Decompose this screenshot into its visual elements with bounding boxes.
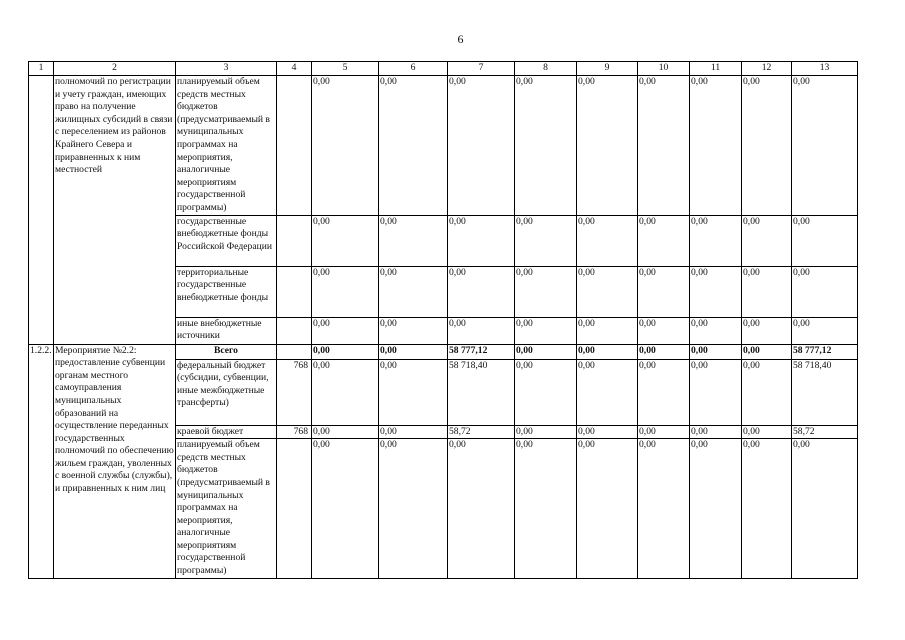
value-cell: 0,00 xyxy=(515,317,577,344)
value-cell: 0,00 xyxy=(742,425,792,439)
page-number: 6 xyxy=(457,32,464,46)
budget-code-cell xyxy=(277,215,312,266)
value-cell: 0,00 xyxy=(379,76,448,216)
budget-code-cell xyxy=(277,76,312,216)
value-cell: 0,00 xyxy=(792,439,858,579)
header-row xyxy=(29,62,858,76)
funding-source-cell: иные внебюджетные источники xyxy=(176,317,277,344)
value-cell: 0,00 xyxy=(577,215,638,266)
value-cell: 0,00 xyxy=(690,344,742,359)
header-cell: 11 xyxy=(690,62,742,76)
budget-table xyxy=(28,61,858,579)
header-cell: 5 xyxy=(312,62,379,76)
value-cell: 0,00 xyxy=(742,317,792,344)
value-cell: 0,00 xyxy=(577,425,638,439)
value-cell: 0,00 xyxy=(792,317,858,344)
value-cell: 0,00 xyxy=(638,266,690,317)
header-cell: 10 xyxy=(638,62,690,76)
value-cell: 0,00 xyxy=(690,359,742,425)
value-cell: 0,00 xyxy=(515,425,577,439)
header-cell: 1 xyxy=(29,62,54,76)
value-cell: 0,00 xyxy=(448,439,515,579)
header-cell: 6 xyxy=(379,62,448,76)
value-cell: 0,00 xyxy=(690,215,742,266)
budget-code-cell xyxy=(277,344,312,359)
value-cell: 0,00 xyxy=(638,425,690,439)
budget-code-cell: 768 xyxy=(277,425,312,439)
header-cell: 8 xyxy=(515,62,577,76)
value-cell: 0,00 xyxy=(312,266,379,317)
header-cell: 4 xyxy=(277,62,312,76)
funding-source-cell: планируемый объем средств местных бюджетов (предусматриваемый в муниципальных программах на мероприятия, аналогичные мероприятиям государственной программы) xyxy=(176,76,277,216)
value-cell: 0,00 xyxy=(312,439,379,579)
value-cell: 0,00 xyxy=(792,266,858,317)
value-cell: 58,72 xyxy=(792,425,858,439)
value-cell: 0,00 xyxy=(690,425,742,439)
value-cell: 0,00 xyxy=(792,76,858,216)
value-cell: 0,00 xyxy=(742,344,792,359)
header-cell: 2 xyxy=(54,62,176,76)
value-cell: 58 718,40 xyxy=(448,359,515,425)
budget-code-cell xyxy=(277,317,312,344)
value-cell: 0,00 xyxy=(515,76,577,216)
value-cell: 0,00 xyxy=(379,266,448,317)
value-cell: 0,00 xyxy=(312,215,379,266)
value-cell: 0,00 xyxy=(638,215,690,266)
value-cell: 0,00 xyxy=(638,76,690,216)
value-cell: 0,00 xyxy=(690,266,742,317)
header-cell: 12 xyxy=(742,62,792,76)
value-cell: 0,00 xyxy=(577,359,638,425)
value-cell: 0,00 xyxy=(577,439,638,579)
value-cell: 0,00 xyxy=(577,76,638,216)
value-cell: 58 777,12 xyxy=(448,344,515,359)
value-cell: 0,00 xyxy=(742,215,792,266)
header-cell: 3 xyxy=(176,62,277,76)
value-cell: 0,00 xyxy=(515,344,577,359)
funding-source-cell: планируемый объем средств местных бюджетов (предусматриваемый в муниципальных программах на мероприятия, аналогичные мероприятиям государственной программы) xyxy=(176,439,277,579)
value-cell: 0,00 xyxy=(379,344,448,359)
value-cell: 0,00 xyxy=(638,344,690,359)
value-cell: 0,00 xyxy=(638,439,690,579)
table-row-total xyxy=(29,344,858,359)
funding-source-cell: федеральный бюджет (субсидии, субвенции, иные межбюджетные трансферты) xyxy=(176,359,277,425)
funding-source-cell: государственные внебюджетные фонды Российской Федерации xyxy=(176,215,277,266)
value-cell: 0,00 xyxy=(379,439,448,579)
value-cell: 0,00 xyxy=(638,359,690,425)
value-cell: 0,00 xyxy=(312,76,379,216)
funding-source-cell: Всего xyxy=(176,344,277,359)
value-cell: 0,00 xyxy=(379,425,448,439)
value-cell: 0,00 xyxy=(742,359,792,425)
value-cell: 0,00 xyxy=(448,76,515,216)
value-cell: 0,00 xyxy=(742,76,792,216)
header-cell: 13 xyxy=(792,62,858,76)
value-cell: 0,00 xyxy=(577,344,638,359)
item-number-cell xyxy=(29,76,54,345)
value-cell: 58,72 xyxy=(448,425,515,439)
value-cell: 58 718,40 xyxy=(792,359,858,425)
value-cell: 0,00 xyxy=(515,359,577,425)
item-description-cell: полномочий по регистрации и учету граждан, имеющих право на получение жилищных субсидий в связи с переселением из районов Крайнего Севера и приравненных к ним местностей xyxy=(54,76,176,345)
value-cell: 0,00 xyxy=(379,359,448,425)
value-cell: 0,00 xyxy=(515,439,577,579)
value-cell: 0,00 xyxy=(515,266,577,317)
value-cell: 0,00 xyxy=(379,215,448,266)
item-number-cell: 1.2.2. xyxy=(29,344,54,578)
value-cell: 0,00 xyxy=(312,317,379,344)
value-cell: 0,00 xyxy=(577,317,638,344)
table-row xyxy=(29,76,858,216)
value-cell: 0,00 xyxy=(690,439,742,579)
funding-source-cell: краевой бюджет xyxy=(176,425,277,439)
budget-code-cell: 768 xyxy=(277,359,312,425)
value-cell: 0,00 xyxy=(638,317,690,344)
budget-code-cell xyxy=(277,266,312,317)
item-description-cell: Мероприятие №2.2: предоставление субвенции органам местного самоуправления муниципальных образований на осуществление переданных государственных полномочий по обеспечению жильем граждан, уволенных с военной службы (службы), и приравненных к ним лиц xyxy=(54,344,176,578)
value-cell: 0,00 xyxy=(690,317,742,344)
value-cell: 0,00 xyxy=(379,317,448,344)
header-cell: 9 xyxy=(577,62,638,76)
value-cell: 0,00 xyxy=(312,344,379,359)
value-cell: 0,00 xyxy=(515,215,577,266)
budget-code-cell xyxy=(277,439,312,579)
value-cell: 0,00 xyxy=(312,359,379,425)
value-cell: 0,00 xyxy=(577,266,638,317)
funding-source-cell: территориальные государственные внебюджетные фонды xyxy=(176,266,277,317)
value-cell: 58 777,12 xyxy=(792,344,858,359)
value-cell: 0,00 xyxy=(312,425,379,439)
value-cell: 0,00 xyxy=(448,215,515,266)
value-cell: 0,00 xyxy=(742,439,792,579)
value-cell: 0,00 xyxy=(448,266,515,317)
value-cell: 0,00 xyxy=(742,266,792,317)
header-cell: 7 xyxy=(448,62,515,76)
value-cell: 0,00 xyxy=(690,76,742,216)
value-cell: 0,00 xyxy=(448,317,515,344)
value-cell: 0,00 xyxy=(792,215,858,266)
